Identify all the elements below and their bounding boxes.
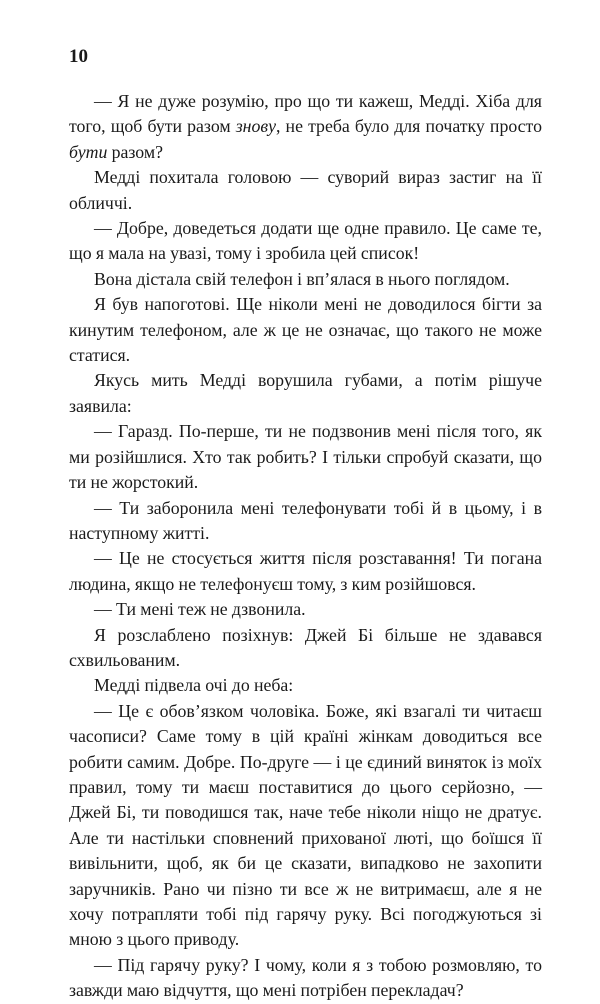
text-run: — Добре, доведеться додати ще одне правило. Це саме те, що я мала на увазі, тому і зробила цей список!	[69, 218, 542, 264]
paragraph	[69, 368, 542, 419]
text-run: Медді підвела очі до неба:	[94, 675, 294, 696]
paragraph	[69, 165, 542, 216]
paragraph	[69, 673, 542, 698]
text-run: — Це є обов’язком чоловіка. Боже, які взагалі ти читаєш часописи? Саме тому в цій країні жінкам доводиться все робити самим. Добре. По-друге — і це єдиний виняток із моїх правил, тому ти маєш поставитися до цього серйозно, — Джей Бі, ти поводишся так, наче тебе ніколи ніщо не дратує. Але ти настільки сповнений прихованої люті, що боїшся її вивільнити, щоб, як би це сказати, випадково не захопити заручників. Рано чи пізно ти все ж не витримаєш, але я не хочу потрапляти тобі під гарячу руку. Всі погоджуються зі мною з цього приводу.	[69, 700, 542, 950]
paragraph	[69, 496, 542, 547]
paragraph	[69, 89, 542, 165]
text-run: — Я не дуже розумію, про що ти кажеш, Медді. Хіба для того, щоб бути разом	[69, 91, 542, 137]
italic-text-run: знову	[235, 116, 276, 137]
text-run: разом?	[107, 141, 163, 162]
paragraph	[69, 623, 542, 674]
paragraph	[69, 292, 542, 368]
text-run: — Гаразд. По-перше, ти не подзвонив мені після того, як ми розійшлися. Хто так робить? І тільки спробуй сказати, що ти не жорстокий.	[69, 421, 542, 493]
text-run: Вона дістала свій телефон і вп’ялася в нього поглядом.	[94, 268, 510, 289]
paragraph	[69, 597, 542, 622]
text-run: Медді похитала головою — суворий вираз застиг на її обличчі.	[69, 167, 542, 213]
paragraph	[69, 953, 542, 1004]
italic-text-run: бути	[69, 141, 108, 162]
page-number: 10	[69, 46, 88, 67]
text-body	[69, 89, 542, 1004]
text-run: Якусь мить Медді ворушила губами, а потім рішуче заявила:	[69, 370, 542, 416]
text-run: — Це не стосується життя після розставання! Ти погана людина, якщо не телефонуєш тому, з ким розійшовся.	[69, 548, 542, 594]
paragraph	[69, 546, 542, 597]
text-run: — Ти мені теж не дзвонила.	[94, 599, 306, 620]
paragraph	[69, 699, 542, 953]
paragraph	[69, 419, 542, 495]
text-run: — Ти заборонила мені телефонувати тобі й в цьому, і в наступному житті.	[69, 497, 542, 543]
paragraph	[69, 267, 542, 292]
paragraph	[69, 216, 542, 267]
text-run: — Під гарячу руку? І чому, коли я з тобою розмовляю, то завжди маю відчуття, що мені потрібен перекладач?	[69, 954, 542, 1001]
text-run: Я розслаблено позіхнув: Джей Бі більше не здавався схвильованим.	[69, 624, 542, 670]
text-run: Я був напоготові. Ще ніколи мені не доводилося бігти за кинутим телефоном, але ж це не означає, що такого не може статися.	[69, 294, 542, 366]
text-run: , не треба було для початку просто	[276, 116, 542, 137]
